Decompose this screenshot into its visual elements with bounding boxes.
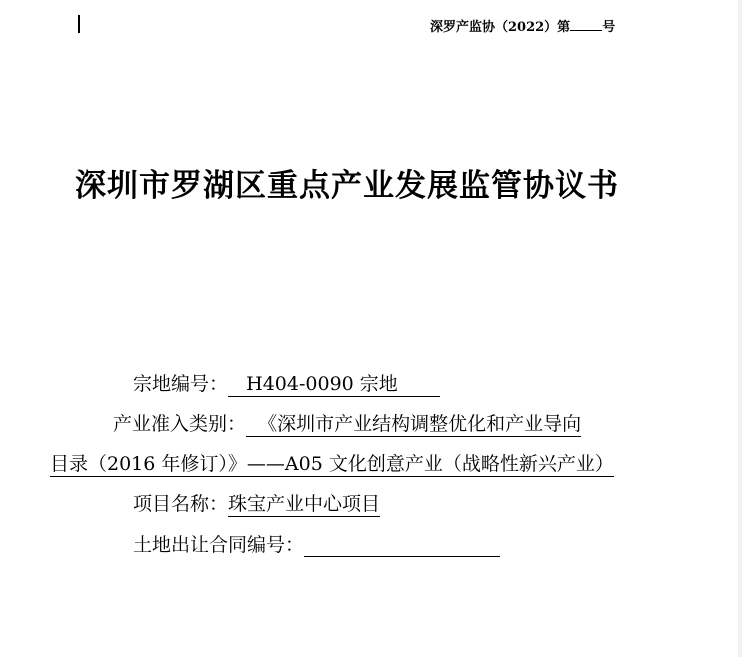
industry-category-row — [113, 412, 581, 436]
page-edge — [738, 0, 742, 657]
parcel-label: 宗地编号： — [133, 373, 229, 395]
category-value-line1: 《深圳市产业结构调整优化和产业导向 — [258, 413, 582, 435]
project-label: 项目名称： — [133, 493, 229, 515]
document-title: 深圳市罗湖区重点产业发展监管协议书 — [75, 168, 619, 204]
industry-category-row-continued — [50, 452, 614, 476]
text-cursor — [78, 15, 80, 33]
parcel-value-underlined[interactable] — [228, 373, 440, 397]
parcel-number-row — [133, 372, 440, 396]
doc-number-blank[interactable] — [570, 18, 602, 31]
contract-number-blank[interactable] — [304, 536, 500, 557]
project-value[interactable]: 珠宝产业中心项目 — [228, 493, 381, 515]
category-value-line2[interactable]: 目录（2016 年修订）》——A05 文化创意产业（战略性新兴产业） — [50, 453, 614, 475]
project-name-row — [133, 492, 380, 516]
document-number — [430, 16, 615, 35]
category-label: 产业准入类别： — [113, 413, 247, 435]
parcel-value: H404-0090 宗地 — [246, 373, 398, 395]
doc-number-prefix: 深罗产监协（2022）第 — [430, 20, 571, 35]
category-value-line1-underlined[interactable] — [246, 413, 581, 437]
contract-number-row — [133, 533, 500, 557]
doc-number-suffix: 号 — [602, 20, 616, 35]
contract-label: 土地出让合同编号： — [133, 534, 305, 556]
